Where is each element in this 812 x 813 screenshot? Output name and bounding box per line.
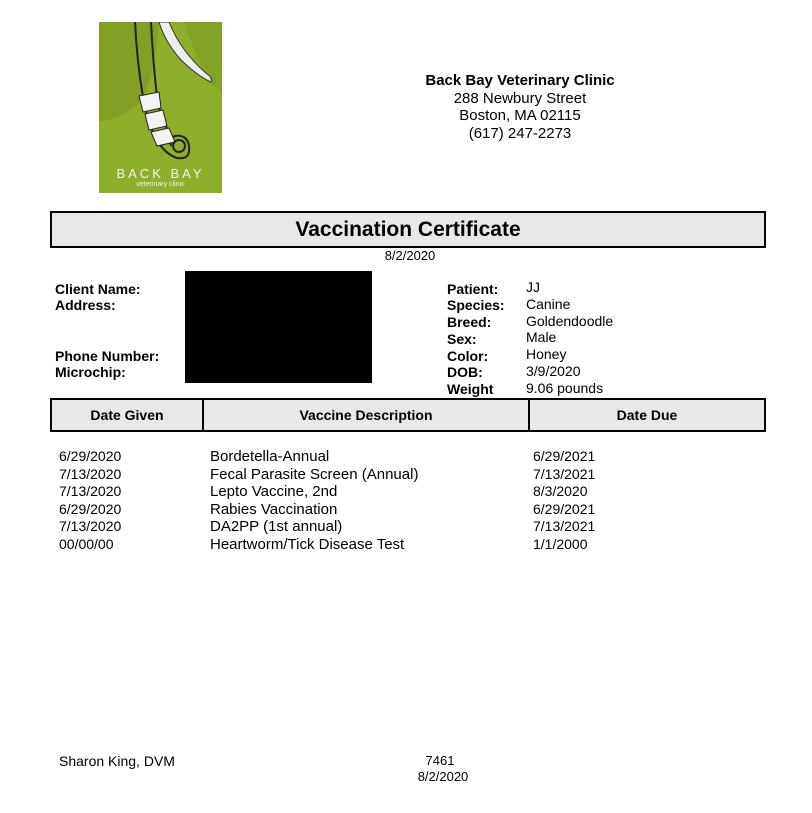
logo-subtext: veterinary clinic xyxy=(136,181,185,188)
phone-label: Phone Number: xyxy=(55,348,160,364)
breed-value: Goldendoodle xyxy=(526,313,614,329)
clinic-street: 288 Newbury Street xyxy=(453,89,587,107)
date-given-cell: 7/13/2020 xyxy=(59,518,122,535)
footer-date: 8/2/2020 xyxy=(417,769,469,784)
date-due-cell: 7/13/2021 xyxy=(533,518,596,535)
clinic-city: Boston, MA 02115 xyxy=(459,107,581,124)
vaccine-description-cell: Rabies Vaccination xyxy=(210,500,338,518)
certificate-title: Vaccination Certificate xyxy=(295,217,521,241)
dob-label: DOB: xyxy=(447,364,483,380)
header-date-given: Date Given xyxy=(52,400,204,430)
table-row xyxy=(0,448,812,466)
vaccine-description-cell: DA2PP (1st annual) xyxy=(210,518,343,536)
redaction-box xyxy=(185,271,372,383)
date-given-cell: 00/00/00 xyxy=(59,535,114,552)
header-vaccine-description: Vaccine Description xyxy=(204,400,530,430)
breed-label: Breed: xyxy=(447,314,492,330)
date-given-cell: 7/13/2020 xyxy=(59,483,122,500)
patient-label: Patient: xyxy=(447,281,499,297)
date-due-cell: 7/13/2021 xyxy=(533,465,596,482)
vaccine-table-body xyxy=(0,448,812,554)
table-row xyxy=(0,501,812,519)
doctor-name: Sharon King, DVM xyxy=(59,753,175,769)
species-label: Species: xyxy=(447,297,505,313)
logo-name: BACK BAY xyxy=(116,166,205,181)
vaccine-description-cell: Lepto Vaccine, 2nd xyxy=(210,483,338,501)
client-name-label: Client Name: xyxy=(55,281,141,297)
clinic-phone: (617) 247-2273 xyxy=(468,124,572,142)
date-due-cell: 6/29/2021 xyxy=(533,448,596,464)
table-row xyxy=(0,518,812,536)
microchip-label: Microchip: xyxy=(55,364,126,380)
date-given-cell: 6/29/2020 xyxy=(59,448,122,464)
header-date-due: Date Due xyxy=(616,407,678,423)
table-row xyxy=(0,483,812,501)
date-given-cell: 7/13/2020 xyxy=(59,465,122,482)
sex-value: Male xyxy=(526,329,557,345)
weight-value: 9.06 pounds xyxy=(526,380,604,396)
footer-number: 7461 xyxy=(425,753,455,768)
species-value: Canine xyxy=(526,296,571,312)
certificate-date: 8/2/2020 xyxy=(384,248,436,263)
clinic-name: Back Bay Veterinary Clinic xyxy=(425,72,615,89)
sex-label: Sex: xyxy=(447,331,477,347)
color-value: Honey xyxy=(526,346,567,362)
date-due-cell: 1/1/2000 xyxy=(533,535,588,552)
vaccine-table-header xyxy=(50,398,766,432)
vaccine-description-cell: Fecal Parasite Screen (Annual) xyxy=(210,465,419,483)
date-due-cell: 6/29/2021 xyxy=(533,500,596,517)
vaccine-description-cell: Heartworm/Tick Disease Test xyxy=(210,535,405,553)
patient-value: JJ xyxy=(526,279,540,295)
clinic-header xyxy=(400,72,640,142)
date-given-cell: 6/29/2020 xyxy=(59,500,122,517)
dob-value: 3/9/2020 xyxy=(526,363,581,379)
clinic-logo xyxy=(99,22,222,193)
color-label: Color: xyxy=(447,348,489,364)
weight-label: Weight xyxy=(447,381,494,397)
table-row xyxy=(0,466,812,484)
table-row xyxy=(0,536,812,554)
vaccine-description-cell: Bordetella-Annual xyxy=(210,448,330,465)
certificate-title-bar xyxy=(50,211,766,248)
address-label: Address: xyxy=(55,297,116,313)
date-due-cell: 8/3/2020 xyxy=(533,483,588,500)
